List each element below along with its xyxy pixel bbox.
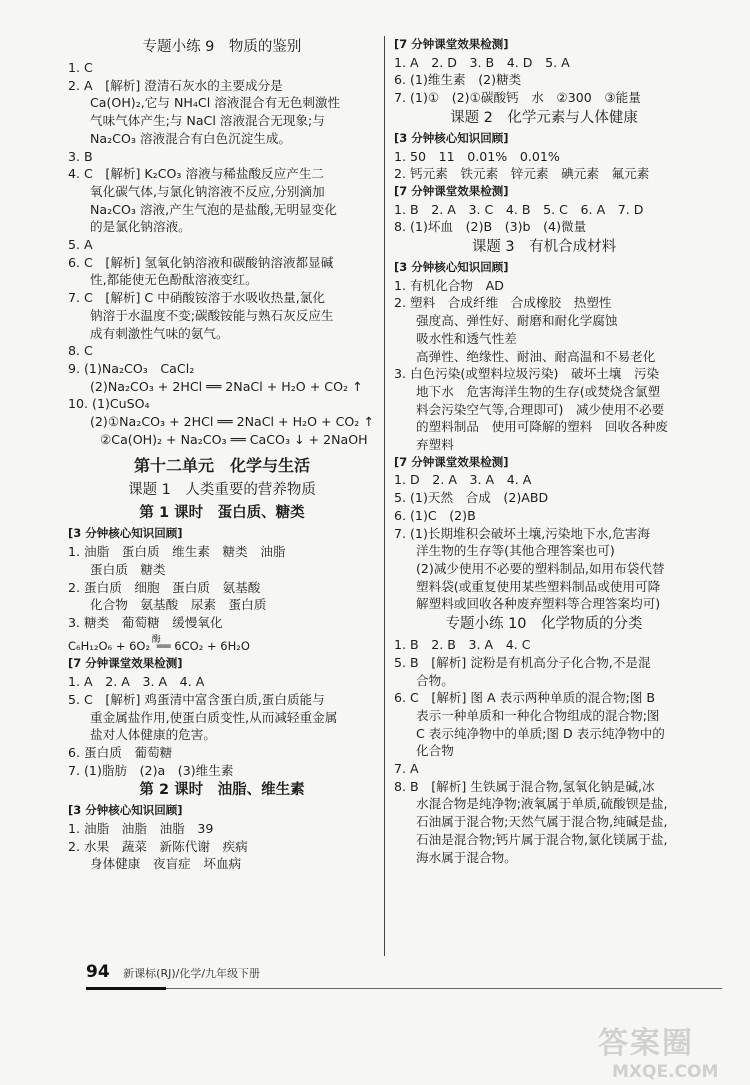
- answer-line: 7. (1)长期堆积会破坏土壤,污染地下水,危害海: [394, 525, 650, 541]
- section-header: [3 分钟核心知识回顾]: [68, 803, 183, 818]
- answer-continuation: 料会污染空气等,合理即可) 减少使用不必要: [416, 401, 665, 417]
- answer-continuation: 解塑料或回收各种废弃塑料等合理答案均可): [416, 596, 661, 612]
- answer-continuation: 化合物: [416, 743, 454, 759]
- answer-line: 8. B [解析] 生铁属于混合物,氢氧化钠是碱,冰: [394, 778, 655, 794]
- enzyme-label: 酶: [151, 634, 161, 645]
- section-header: [7 分钟课堂效果检测]: [394, 37, 509, 51]
- chemical-equation: C₆H₁₂O₆ + 6O₂ $^酶$══ 6CO₂ + 6H₂O: [68, 634, 250, 653]
- answer-line: 5. A: [68, 237, 93, 253]
- footer-bar: [86, 987, 166, 990]
- answer-continuation: 地下水 危害海洋生物的生存(或焚烧含氯塑: [416, 383, 661, 399]
- answer-continuation: 石油属于混合物;天然气属于混合物,纯碱是盐,: [416, 814, 668, 830]
- answer-continuation: 水混合物是纯净物;液氧属于单质,硫酸钡是盐,: [416, 796, 668, 812]
- page-number: 94: [86, 962, 110, 982]
- section-title: 课题 1 人类重要的营养物质: [128, 482, 316, 499]
- answer-continuation: Na₂CO₃ 溶液,产生气泡的是盐酸,无明显变化: [90, 201, 337, 217]
- answer-continuation: 塑料袋(或重复使用某些塑料制品或使用可降: [416, 578, 661, 594]
- left-column: [68, 36, 376, 873]
- column-divider: [384, 36, 385, 956]
- answer-continuation: 石油是混合物;钙片属于混合物,氯化镁属于盐,: [416, 831, 668, 847]
- answer-line: 8. C: [68, 343, 93, 359]
- answer-line: 1. 油脂 蛋白质 维生素 糖类 油脂: [68, 544, 286, 560]
- answer-continuation: 成有刺激性气味的氨气。: [90, 325, 229, 341]
- answer-line: 1. B 2. A 3. C 4. B 5. C 6. A 7. D: [394, 201, 644, 217]
- answer-continuation: 性,都能使无色酚酞溶液变红。: [90, 272, 258, 288]
- answer-continuation: 强度高、弹性好、耐磨和耐化学腐蚀: [416, 313, 618, 329]
- answer-line: 1. A 2. A 3. A 4. A: [68, 674, 205, 690]
- answer-line: 6. C [解析] 图 A 表示两种单质的混合物;图 B: [394, 690, 656, 706]
- answer-continuation: C 表示纯净物中的单质;图 D 表示纯净物中的: [416, 725, 665, 741]
- answer-continuation: 蛋白质 糖类: [90, 561, 166, 577]
- page-footer: [86, 962, 260, 982]
- answer-line: 1. C: [68, 60, 93, 75]
- lesson-title: 第 1 课时 蛋白质、糖类: [139, 505, 305, 522]
- answer-continuation: 身体健康 夜盲症 坏血病: [90, 856, 242, 872]
- answer-line: 8. (1)坏血 (2)B (3)b (4)微量: [394, 219, 587, 235]
- answer-continuation: 钠溶于水温度不变;碳酸铵能与熟石灰反应生: [90, 307, 334, 323]
- unit-title: 第十二单元 化学与生活: [133, 456, 310, 476]
- watermark-url: MXQE.COM: [612, 1062, 719, 1082]
- answer-continuation: 海水属于混合物。: [416, 849, 517, 865]
- section-title: 专题小练 9 物质的鉴别: [142, 39, 302, 55]
- answer-line: 2. 塑料 合成纤维 合成橡胶 热塑性: [394, 295, 612, 311]
- section-header: [3 分钟核心知识回顾]: [68, 526, 183, 541]
- watermark-logo: [598, 1018, 718, 1082]
- answer-line: 1. 有机化合物 AD: [394, 277, 504, 293]
- lesson-title: 第 2 课时 油脂、维生素: [139, 782, 305, 799]
- answer-continuation: ②Ca(OH)₂ + Na₂CO₃ ══ CaCO₃ ↓ + 2NaOH: [100, 431, 368, 447]
- answer-line: 2. A [解析] 澄清石灰水的主要成分是: [68, 77, 283, 93]
- answer-continuation: 洋生物的生存等(其他合理答案也可): [416, 543, 615, 559]
- answer-line: 5. (1)天然 合成 (2)ABD: [394, 490, 549, 506]
- answer-line: 2. 蛋白质 细胞 蛋白质 氨基酸: [68, 579, 261, 595]
- answer-line: 3. 糖类 葡萄糖 缓慢氧化: [68, 614, 223, 630]
- answer-continuation: 的是氯化钠溶液。: [90, 219, 191, 235]
- section-header: [7 分钟课堂效果检测]: [68, 656, 183, 671]
- answer-continuation: 盐对人体健康的危害。: [90, 727, 216, 743]
- answer-line: 7. A: [394, 761, 419, 777]
- answer-line: 5. B [解析] 淀粉是有机高分子化合物,不是混: [394, 654, 651, 670]
- answer-continuation: 的塑料制品 使用可降解的塑料 回收各种废: [416, 419, 668, 435]
- footer-rule: [86, 988, 722, 989]
- answer-line: 1. 油脂 油脂 油脂 39: [68, 821, 214, 837]
- section-header: [3 分钟核心知识回顾]: [394, 260, 509, 275]
- section-header: [3 分钟核心知识回顾]: [394, 130, 509, 145]
- answer-line: 2. 钙元素 铁元素 锌元素 碘元素 氟元素: [394, 166, 650, 182]
- answer-line: 1. D 2. A 3. A 4. A: [394, 472, 532, 488]
- answer-line: 3. B: [68, 148, 93, 164]
- answer-continuation: 表示一种单质和一种化合物组成的混合物;图: [416, 707, 660, 723]
- answer-continuation: 化合物 氨基酸 尿素 蛋白质: [90, 597, 267, 613]
- answer-line: 7. C [解析] C 中硝酸铵溶于水吸收热量,氯化: [68, 290, 325, 306]
- answer-continuation: (2)减少使用不必要的塑料制品,如用布袋代替: [416, 560, 665, 576]
- book-info: 新课标(RJ)/化学/九年级下册: [123, 967, 261, 980]
- answer-continuation: 合物。: [416, 672, 454, 688]
- section-header: [7 分钟课堂效果检测]: [394, 183, 509, 198]
- section-title: 专题小练 10 化学物质的分类: [445, 616, 643, 633]
- answer-continuation: 氧化碳气体,与氯化钠溶液不反应,分别滴加: [90, 183, 325, 199]
- answer-line: 7. (1)脂肪 (2)a (3)维生素: [68, 762, 234, 778]
- answer-line: 4. C [解析] K₂CO₃ 溶液与稀盐酸反应产生二: [68, 166, 325, 182]
- answer-continuation: 高弹性、绝缘性、耐油、耐高温和不易老化: [416, 348, 656, 364]
- answer-line: 9. (1)Na₂CO₃ CaCl₂: [68, 360, 195, 376]
- answer-line: 1. B 2. B 3. A 4. C: [394, 637, 531, 653]
- answer-line: 5. C [解析] 鸡蛋清中富含蛋白质,蛋白质能与: [68, 691, 325, 707]
- answer-continuation: 吸水性和透气性差: [416, 330, 517, 346]
- answer-continuation: 气味气体产生;与 NaCl 溶液混合无现象;与: [90, 113, 325, 129]
- watermark-text: 答案圈: [598, 1026, 694, 1061]
- answer-line: 6. (1)维生素 (2)糖类: [394, 72, 522, 88]
- answer-line: 2. 水果 蔬菜 新陈代谢 疾病: [68, 838, 248, 854]
- section-title: 课题 3 有机合成材料: [471, 239, 617, 256]
- answer-line: 1. 50 11 0.01% 0.01%: [394, 148, 560, 164]
- answer-line: 6. C [解析] 氢氧化钠溶液和碳酸钠溶液都显碱: [68, 254, 334, 270]
- section-header: [7 分钟课堂效果检测]: [394, 454, 509, 469]
- answer-continuation: Ca(OH)₂,它与 NH₄Cl 溶液混合有无色刺激性: [90, 95, 341, 111]
- answer-line: 1. A 2. D 3. B 4. D 5. A: [394, 54, 570, 70]
- answer-line: 10. (1)CuSO₄: [68, 396, 150, 412]
- answer-continuation: Na₂CO₃ 溶液混合有白色沉淀生成。: [90, 130, 292, 146]
- answer-line: 6. (1)C (2)B: [394, 507, 476, 523]
- answer-line: 6. 蛋白质 葡萄糖: [68, 744, 173, 760]
- answer-continuation: 弃塑料: [416, 437, 454, 453]
- answer-continuation: (2)①Na₂CO₃ + 2HCl ══ 2NaCl + H₂O + CO₂ ↑: [90, 414, 374, 430]
- section-title: 课题 2 化学元素与人体健康: [450, 109, 638, 126]
- answer-line: 7. (1)① (2)①碳酸钙 水 ②300 ③能量: [394, 90, 641, 106]
- answer-continuation: (2)Na₂CO₃ + 2HCl ══ 2NaCl + H₂O + CO₂ ↑: [90, 378, 363, 394]
- right-column: [394, 36, 694, 866]
- answer-continuation: 重金属盐作用,使蛋白质变性,从而减轻重金属: [90, 709, 338, 725]
- answer-line: 3. 白色污染(或塑料垃圾污染) 破坏土壤 污染: [394, 366, 660, 382]
